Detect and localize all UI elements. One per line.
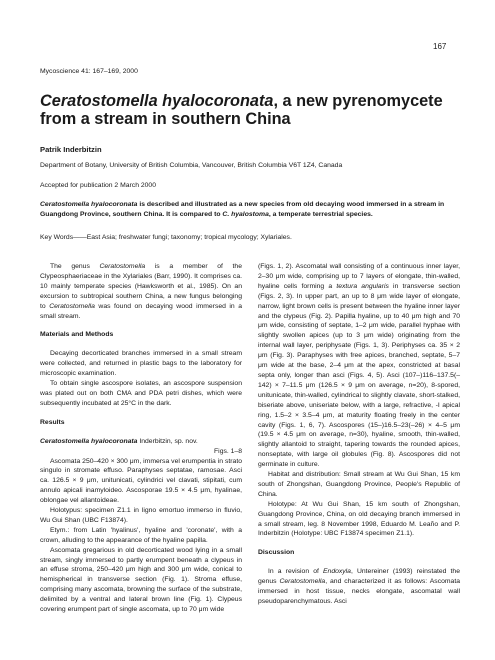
accepted-date: Accepted for publication 2 March 2000: [40, 182, 156, 189]
holotypus-paragraph: Holotypus: specimen Z1.1 in ligno emortuo immerso in fluvio, Wu Gui Shan (UBC F13874).: [40, 507, 242, 524]
description-continued: [258, 262, 460, 470]
keywords: [40, 234, 460, 241]
keywords-dash: ——: [73, 234, 87, 241]
disc-genus-2: Ceratostomella: [279, 578, 326, 586]
intro-text-b: is a member of the Clypeosphaeriaceae in the Xylariales (Barr, 1990). It comprises ca. 10 mainly temperate species (Hawksworth et al., 1985). On an excursion to subtropical southern China, a new fungus belonging to: [40, 263, 242, 310]
description-paragraph: Ascomata gregarious in old decorticated wood lying in a small stream, singly immersed to partly erumpent beneath a clypeus in an effuse stroma, 250–420 μm high and 300 μm wide, conical to hemispherical in transverse section (Fig. 1). Stroma effuse, comprising many ascomata, browning the surface of the substrate, delimited by a ventral and lateral brown line (Fig. 1). Clypeus covering erumpent part of single ascomata, up to 70 μm wide: [40, 546, 242, 614]
textura-term: textura angularis: [336, 282, 389, 290]
right-column: [258, 262, 460, 607]
figure-reference: Figs. 1–8: [214, 447, 242, 455]
disc-text-b: , Untereiner (1993) reinstated the genus: [258, 568, 460, 586]
species-name: Ceratostomella hyalocoronata: [40, 437, 138, 445]
abstract: [40, 200, 460, 219]
species-author: Inderbitzin, sp. nov.: [137, 437, 198, 445]
intro-text-c: was found on decaying wood immersed in a small stream.: [40, 302, 242, 320]
title-rest: , a new pyrenomycete from a stream in southern China: [40, 92, 443, 128]
holotype-paragraph: Holotype: At Wu Gui Shan, 15 km south of Zhongshan, Guangdong Province, China, on old decaying branch immersed in a small stream, leg. 8 November 1998, Eduardo M. Leaño and P. Inderbitzin (Holotype: UBC F13874 specimen Z1.1).: [258, 500, 460, 538]
etymology-paragraph: Etym.: from Latin 'hyalinus', hyaline and 'coronate', with a crown, alluding to the appearance of the hyaline papilla.: [40, 526, 242, 544]
disc-text-a: In a revision of: [268, 568, 323, 576]
author-name: Patrik Inderbitzin: [40, 145, 102, 154]
keywords-text: East Asia; freshwater fungi; taxonomy; tropical mycology; Xylariales.: [86, 234, 292, 241]
author-affiliation: Department of Botany, University of British Columbia, Vancouver, British Columbia V6T 1Z4, Canada: [40, 162, 343, 169]
discussion-paragraph: [258, 567, 460, 607]
disc-genus-1: Endoxyla: [323, 568, 351, 576]
intro-genus-2: Ceratostomella: [49, 302, 95, 310]
latin-diagnosis: Ascomata 250–420 × 300 μm, immersa vel erumpentia in strato singulo in stromate effuso. Paraphyses septatae, ramosae. Asci ca. 126.5 × 9 μm, unitunicati, cylindrici vel clavati, stipitati, cum annulo apicali inamyloideo. Ascosporae 19.5 × 4.5 μm, hyalinae, oblongae vel allantoideae.: [40, 457, 242, 505]
discussion-heading: Discussion: [258, 549, 295, 557]
abstract-text-a: is described and illustrated as a new species from old decaying wood immersed in a stream in Guangdong Province, southern China. It is compared to: [40, 201, 445, 218]
keywords-label: Key Words: [40, 234, 74, 241]
article-title: [40, 92, 470, 128]
abstract-compared-species: C. hyalostoma: [222, 210, 269, 218]
title-species-name: Ceratostomella hyalocoronata: [40, 92, 274, 110]
results-heading: Results: [40, 418, 65, 426]
journal-citation: Mycoscience 41: 167–169, 2000: [40, 68, 138, 75]
species-heading: [40, 437, 242, 447]
habitat-paragraph: Habitat and distribution: Small stream at Wu Gui Shan, 15 km south of Zhongshan, Guangdong Province, People's Republic of China.: [258, 471, 460, 498]
intro-text-a: The genus: [50, 263, 100, 270]
desc-cont-b: in transverse section (Figs. 2, 3). In upper part, an up to 8 μm wide layer of elongate, narrow, light brown cells is present between the hyaline inner layer and the clypeus (Fig. 2). Papilla hyaline, up to 40 μm high and 70 μm wide, consisting of septate, 1–2 μm wide, parallel hyphae with slightly swollen apices (up to 3 μm wide) originating from the internal wall layer, periphysate (Figs. 1, 3). Periphyses ca. 35 × 2 μm (Fig. 3). Paraphyses with free apices, branched, septate, 5–7 μm wide at the base, 2–4 μm at the apex, constricted at basal septa only, longer than asci (Figs. 4, 5). Asci (107–)116–137.5(–142) × 7–11.5 μm (126.5 × 9 μm on average, n=20), 8-spored, unitunicate, thin-walled, cylindrical to slightly clavate, short-stalked, biseriate above, uniseriate below, with a large, refractive, -I apical ring, 1.5–2 × 3.5–4 μm, at maturity floating freely in the center cavity (Figs. 1, 6, 7). Ascospores (15–)16.5–23(–26) × 4–5 μm (19.5 × 4.5 μm on average, n=30), hyaline, smooth, thin-walled, slightly allantoid to straight, tapering towards the rounded apices, nonseptate, with large oil globules (Fig. 8). Ascospores did not germinate in culture.: [258, 282, 460, 469]
methods-paragraph-2: To obtain single ascospore isolates, an ascospore suspension was plated out on both CMA and PDA petri dishes, which were subsequently incubated at 25°C in the dark.: [40, 380, 242, 407]
methods-heading: Materials and Methods: [40, 331, 114, 339]
abstract-species: Ceratostomella hyalocoronata: [40, 201, 138, 208]
intro-genus: Ceratostomella: [99, 263, 146, 270]
intro-paragraph: [40, 262, 242, 321]
left-column: [40, 262, 242, 615]
desc-cont-a: (Figs. 1, 2). Ascomatal wall consisting of a continuous inner layer, 2–30 μm wide, comprising up to 7 layers of elongate, thin-walled, hyaline cells forming a: [258, 263, 460, 290]
methods-paragraph-1: Decaying decorticated branches immersed in a small stream were collected, and returned in plastic bags to the laboratory for microscopic examination.: [40, 350, 242, 378]
abstract-text-b: , a temperate terrestrial species.: [268, 210, 373, 218]
page-number: 167: [433, 42, 447, 51]
disc-text-c: , and characterized it as follows: Ascomata immersed in host tissue, necks elongate, ascomatal wall pseudoparenchymatous. Asci: [258, 578, 460, 605]
